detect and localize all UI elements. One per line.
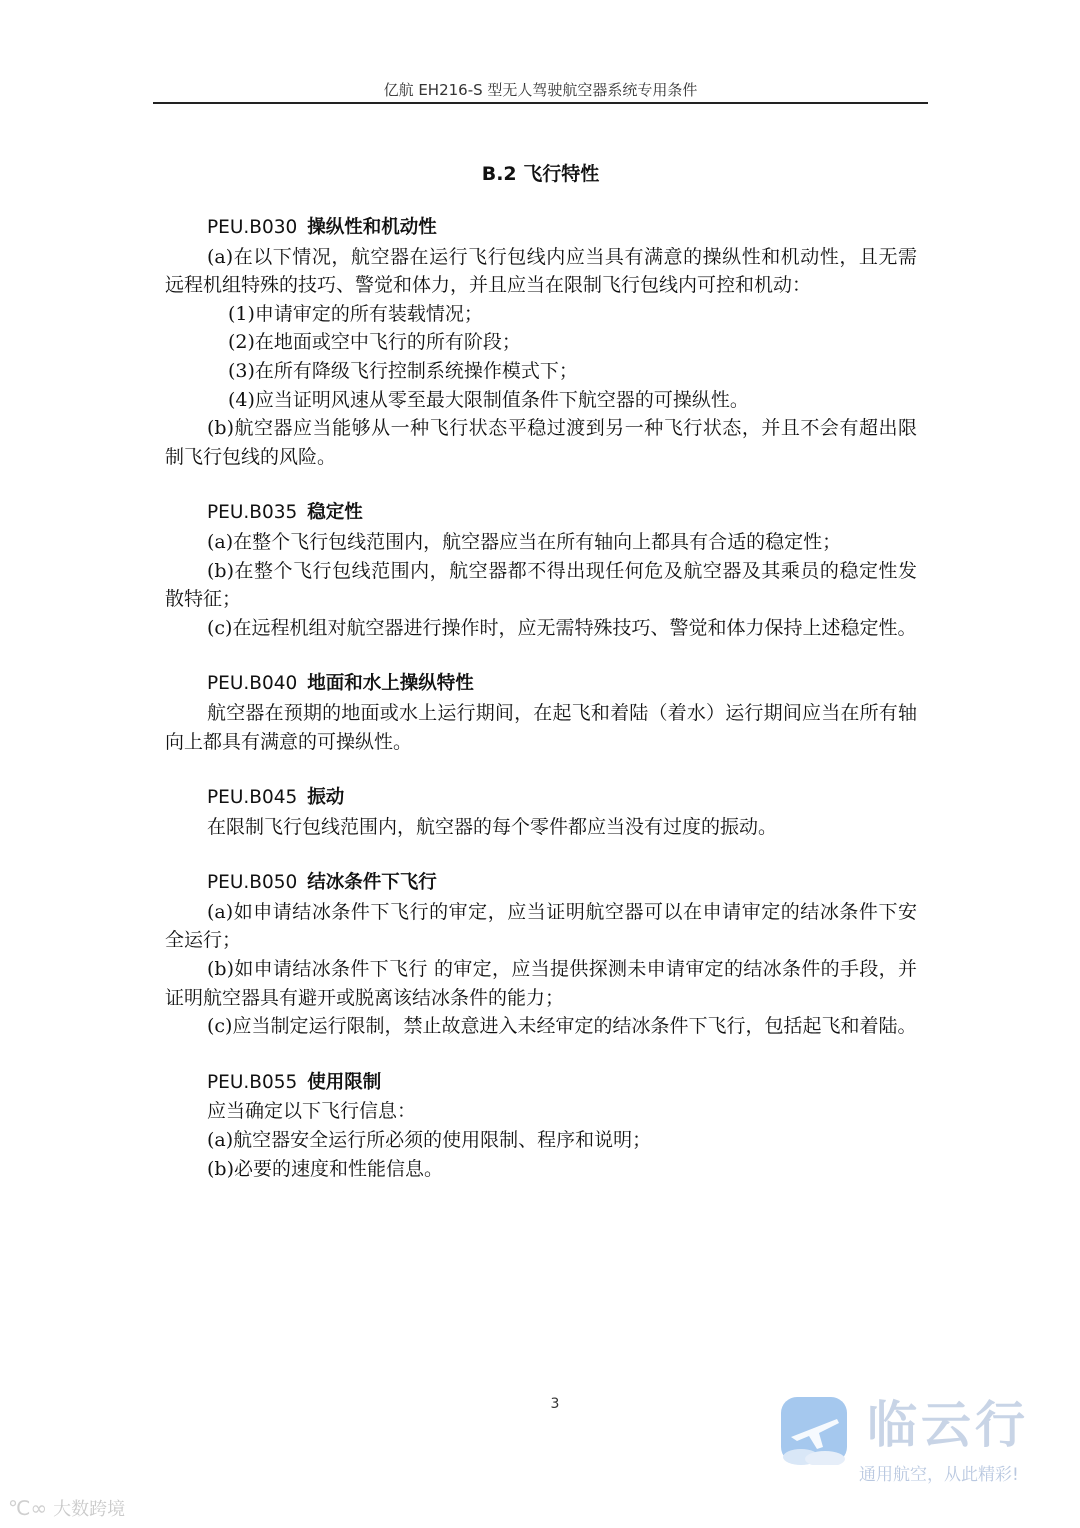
- document-body: [165, 214, 917, 1211]
- paragraph: 在限制飞行包线范围内，航空器的每个零件都应当没有过度的振动。: [207, 815, 778, 838]
- clause-code: PEU.B045: [207, 787, 298, 809]
- list-item: (2)在地面或空中飞行的所有阶段；: [228, 331, 521, 354]
- clause-heading: [165, 670, 917, 699]
- clause-title: 稳定性: [307, 502, 363, 524]
- clause-code: PEU.B040: [207, 673, 298, 695]
- list-item: (4)应当证明风速从零至最大限制值条件下航空器的可操纵性。: [228, 388, 749, 411]
- paragraph: (c)在远程机组对航空器进行操作时，应无需特殊技巧、警觉和体力保持上述稳定性。: [207, 616, 917, 639]
- clause-b030: [165, 214, 917, 471]
- clause-b035: [165, 499, 917, 642]
- paragraph: 航空器在预期的地面或水上运行期间，在起飞和着陆（着水）运行期间应当在所有轴向上都具有满意的可操纵性。: [165, 701, 917, 753]
- paragraph: (b)必要的速度和性能信息。: [207, 1157, 443, 1180]
- paragraph: (a)在整个飞行包线范围内，航空器应当在所有轴向上都具有合适的稳定性；: [207, 530, 842, 553]
- watermark-text: 大数跨境: [53, 1499, 126, 1520]
- clause-title: 结冰条件下飞行: [307, 872, 437, 894]
- clause-title: 使用限制: [307, 1071, 382, 1093]
- clause-title: 操纵性和机动性: [307, 217, 437, 238]
- paragraph: (b)如申请结冰条件下飞行 的审定，应当提供探测未申请审定的结冰条件的手段，并证明航空器具有避开或脱离该结冰条件的能力；: [165, 958, 917, 1009]
- paragraph: (b)航空器应当能够从一种飞行状态平稳过渡到另一种飞行状态，并且不会有超出限制飞行包线的风险。: [165, 417, 917, 468]
- clause-heading: [165, 784, 917, 813]
- clause-code: PEU.B030: [207, 217, 298, 238]
- clause-b045: [165, 784, 917, 841]
- clause-code: PEU.B035: [207, 502, 298, 524]
- paragraph: 应当确定以下飞行信息：: [207, 1100, 417, 1123]
- clause-b050: [165, 869, 917, 1041]
- paragraph: (a)如申请结冰条件下飞行的审定，应当证明航空器可以在申请审定的结冰条件下安全运行；: [165, 900, 917, 952]
- paragraph: (a)航空器安全运行所必须的使用限制、程序和说明；: [207, 1129, 652, 1152]
- header-rule: [153, 102, 928, 104]
- clause-code: PEU.B050: [207, 872, 298, 894]
- clause-heading: [165, 214, 917, 243]
- watermark-symbol: ℃∞: [8, 1496, 48, 1520]
- clause-title: 振动: [307, 787, 345, 809]
- clause-heading: [165, 499, 917, 528]
- watermark-brand: 临云行: [867, 1396, 1029, 1454]
- paragraph: (c)应当制定运行限制，禁止故意进入未经审定的结冰条件下飞行，包括起飞和着陆。: [207, 1015, 917, 1038]
- watermark-linyunxing: [775, 1393, 1065, 1493]
- list-item: (3)在所有降级飞行控制系统操作模式下；: [228, 359, 578, 382]
- paragraph: (b)在整个飞行包线范围内，航空器都不得出现任何危及航空器及其乘员的稳定性发散特征；: [165, 559, 917, 611]
- clause-heading: [165, 869, 917, 898]
- clause-heading: [165, 1069, 917, 1098]
- watermark-slogan: 通用航空，从此精彩!: [859, 1465, 1019, 1485]
- clause-code: PEU.B055: [207, 1071, 298, 1093]
- clause-b040: [165, 670, 917, 756]
- running-header: 亿航 EH216-S 型无人驾驶航空器系统专用条件: [383, 81, 698, 99]
- clause-b055: [165, 1069, 917, 1183]
- section-title: B.2 飞行特性: [481, 163, 600, 185]
- page-number: 3: [550, 1396, 560, 1412]
- watermark-dashuju: [8, 1494, 125, 1522]
- list-item: (1)申请审定的所有装载情况；: [228, 302, 483, 325]
- airplane-cloud-icon: [779, 1395, 849, 1465]
- clause-title: 地面和水上操纵特性: [307, 673, 474, 695]
- paragraph: (a)在以下情况，航空器在运行飞行包线内应当具有满意的操纵性和机动性，且无需远程机组特殊的技巧、警觉和体力，并且应当在限制飞行包线内可控和机动：: [165, 245, 917, 297]
